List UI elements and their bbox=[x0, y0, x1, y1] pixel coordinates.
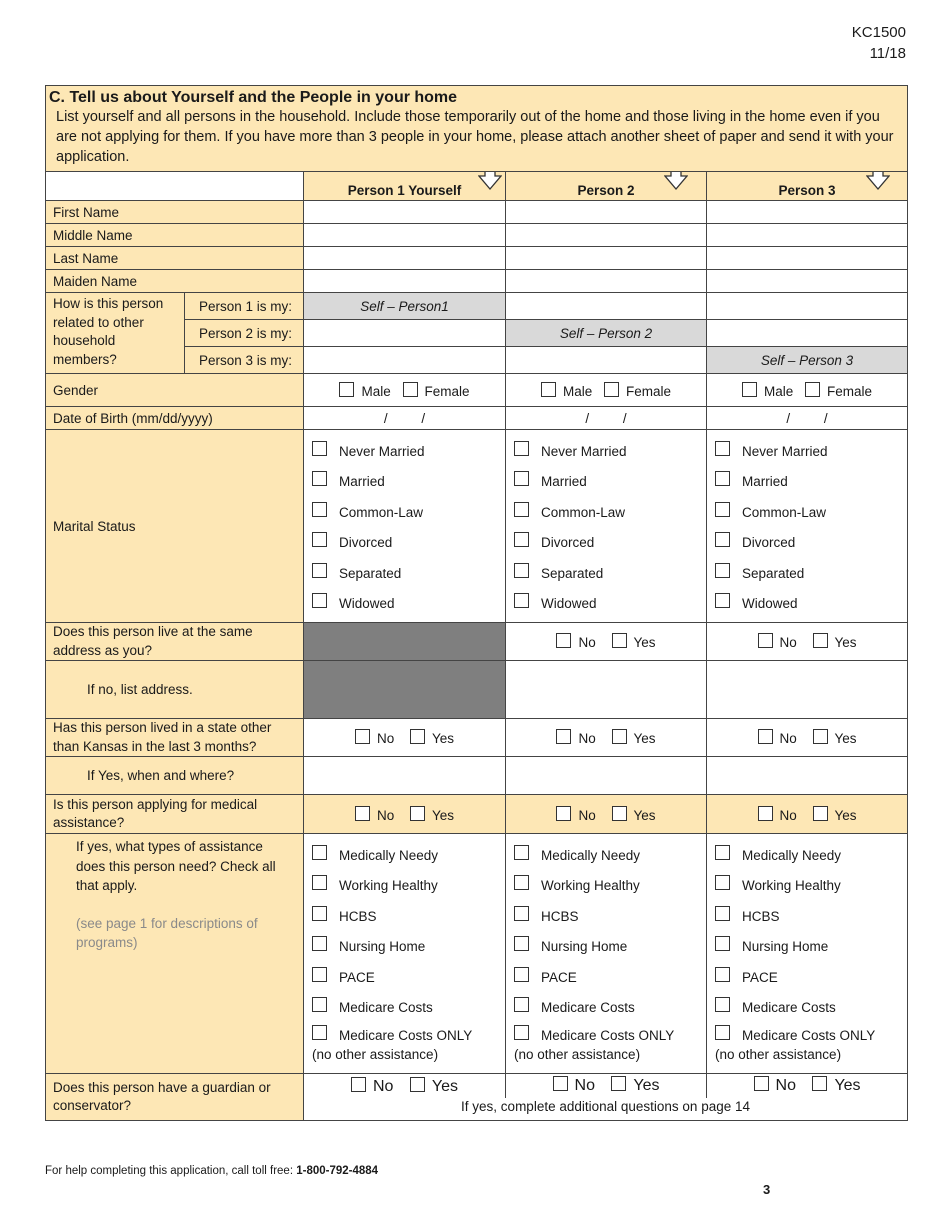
working-healthy-checkbox[interactable] bbox=[715, 875, 730, 890]
relation-person-3-to-person-1[interactable] bbox=[304, 347, 506, 374]
down-arrow-icon bbox=[664, 172, 688, 191]
other-state-person-3 bbox=[707, 719, 908, 757]
pace-label: PACE bbox=[541, 969, 577, 985]
no-label: No bbox=[578, 635, 596, 650]
female-checkbox[interactable] bbox=[403, 382, 418, 397]
last-name-person-1[interactable] bbox=[304, 247, 506, 270]
down-arrow-icon bbox=[866, 172, 890, 191]
male-checkbox[interactable] bbox=[339, 382, 354, 397]
label-marital-status: Marital Status bbox=[46, 430, 304, 623]
same-address-person-1-blocked bbox=[304, 623, 506, 661]
yes-checkbox[interactable] bbox=[813, 729, 828, 744]
dob-person-3[interactable]: / / bbox=[707, 407, 908, 430]
help-text: For help completing this application, call toll free: bbox=[45, 1165, 294, 1177]
yes-checkbox[interactable] bbox=[813, 806, 828, 821]
when-where-person-1[interactable] bbox=[304, 757, 506, 795]
label-when-where: If Yes, when and where? bbox=[46, 757, 304, 795]
middle-name-person-2[interactable] bbox=[506, 224, 707, 247]
medicare-costs-only-label: Medicare Costs ONLY bbox=[339, 1027, 473, 1043]
assistance-person-3 bbox=[707, 834, 908, 1074]
column-person-3-label: Person 3 bbox=[778, 182, 836, 198]
dob-person-2[interactable]: / / bbox=[506, 407, 707, 430]
pace-label: PACE bbox=[742, 969, 778, 985]
female-label: Female bbox=[827, 383, 873, 399]
yes-checkbox[interactable] bbox=[410, 806, 425, 821]
section-header bbox=[46, 86, 908, 172]
hcbs-checkbox[interactable] bbox=[514, 906, 529, 921]
marital-status-person-1 bbox=[304, 430, 506, 623]
column-person-2 bbox=[506, 172, 707, 201]
widowed-checkbox[interactable] bbox=[715, 593, 730, 608]
no-checkbox[interactable] bbox=[758, 729, 773, 744]
no-checkbox[interactable] bbox=[556, 806, 571, 821]
medicare-costs-checkbox[interactable] bbox=[312, 997, 327, 1012]
yes-label: Yes bbox=[834, 731, 857, 746]
pace-checkbox[interactable] bbox=[715, 967, 730, 982]
no-label: No bbox=[574, 1077, 595, 1094]
down-arrow-icon bbox=[478, 172, 502, 191]
yes-checkbox[interactable] bbox=[612, 729, 627, 744]
common-law-checkbox[interactable] bbox=[312, 502, 327, 517]
nursing-home-checkbox[interactable] bbox=[715, 936, 730, 951]
address-person-3[interactable] bbox=[707, 661, 908, 719]
relation-person-1-to-person-3[interactable] bbox=[707, 293, 908, 320]
nursing-home-checkbox[interactable] bbox=[312, 936, 327, 951]
no-label: No bbox=[779, 731, 797, 746]
no-checkbox[interactable] bbox=[754, 1076, 769, 1091]
yes-label: Yes bbox=[633, 635, 656, 650]
separated-label: Separated bbox=[742, 565, 805, 581]
label-person-2-is-my: Person 2 is my: bbox=[185, 320, 304, 347]
yes-label: Yes bbox=[834, 1077, 861, 1094]
relation-person-2-to-person-1[interactable] bbox=[304, 320, 506, 347]
never-married-label: Never Married bbox=[742, 443, 828, 459]
no-checkbox[interactable] bbox=[758, 633, 773, 648]
label-person-1-is-my: Person 1 is my: bbox=[185, 293, 304, 320]
form-code bbox=[852, 22, 906, 64]
working-healthy-label: Working Healthy bbox=[742, 878, 841, 894]
no-label: No bbox=[376, 731, 395, 746]
married-checkbox[interactable] bbox=[715, 471, 730, 486]
female-checkbox[interactable] bbox=[604, 382, 619, 397]
relation-self-person-1: Self – Person1 bbox=[304, 293, 506, 320]
common-law-label: Common-Law bbox=[339, 504, 424, 520]
yes-label: Yes bbox=[633, 807, 656, 823]
relation-self-person-2: Self – Person 2 bbox=[506, 320, 707, 347]
help-phone[interactable]: 1-800-792-4884 bbox=[296, 1165, 379, 1177]
no-label: No bbox=[775, 1077, 796, 1094]
no-label: No bbox=[578, 731, 596, 746]
medically-needy-label: Medically Needy bbox=[339, 847, 439, 863]
medicare-costs-only-note: (no other assistance) bbox=[312, 1047, 439, 1062]
working-healthy-label: Working Healthy bbox=[541, 878, 640, 894]
gender-person-3 bbox=[707, 374, 908, 407]
married-label: Married bbox=[541, 474, 587, 490]
yes-checkbox[interactable] bbox=[612, 633, 627, 648]
column-person-2-label: Person 2 bbox=[577, 182, 635, 198]
divorced-label: Divorced bbox=[541, 535, 595, 551]
label-last-name: Last Name bbox=[46, 247, 304, 270]
common-law-checkbox[interactable] bbox=[715, 502, 730, 517]
label-relationship-question: How is this person related to other household members? bbox=[46, 293, 185, 374]
married-label: Married bbox=[339, 474, 385, 490]
label-gender: Gender bbox=[46, 374, 304, 407]
no-checkbox[interactable] bbox=[556, 729, 571, 744]
hcbs-label: HCBS bbox=[339, 908, 377, 924]
label-date-of-birth: Date of Birth (mm/dd/yyyy) bbox=[46, 407, 304, 430]
label-other-state: Has this person lived in a state other than Kansas in the last 3 months? bbox=[46, 719, 304, 757]
female-label: Female bbox=[424, 383, 470, 399]
form-date: 11/18 bbox=[869, 45, 906, 62]
never-married-label: Never Married bbox=[541, 443, 627, 459]
medicare-costs-only-note: (no other assistance) bbox=[715, 1047, 842, 1062]
label-maiden-name: Maiden Name bbox=[46, 270, 304, 293]
widowed-label: Widowed bbox=[742, 596, 798, 612]
assistance-note: (see page 1 for descriptions of programs) bbox=[76, 915, 258, 950]
gender-person-1 bbox=[304, 374, 506, 407]
relation-person-1-to-person-2[interactable] bbox=[506, 293, 707, 320]
guardian-note: If yes, complete additional questions on page 14 bbox=[461, 1099, 750, 1114]
working-healthy-label: Working Healthy bbox=[339, 878, 438, 894]
form-number: KC1500 bbox=[851, 24, 906, 41]
yes-checkbox[interactable] bbox=[611, 1076, 626, 1091]
gender-person-2 bbox=[506, 374, 707, 407]
medically-needy-label: Medically Needy bbox=[742, 847, 842, 863]
nursing-home-label: Nursing Home bbox=[541, 939, 628, 955]
never-married-checkbox[interactable] bbox=[312, 441, 327, 456]
pace-label: PACE bbox=[339, 969, 375, 985]
male-checkbox[interactable] bbox=[541, 382, 556, 397]
hcbs-label: HCBS bbox=[742, 908, 780, 924]
label-same-address: Does this person live at the same address as you? bbox=[46, 623, 304, 661]
same-address-person-2 bbox=[506, 623, 707, 661]
working-healthy-checkbox[interactable] bbox=[514, 875, 529, 890]
nursing-home-label: Nursing Home bbox=[339, 939, 426, 955]
divorced-checkbox[interactable] bbox=[312, 532, 327, 547]
never-married-label: Never Married bbox=[339, 443, 425, 459]
last-name-person-2[interactable] bbox=[506, 247, 707, 270]
medicare-costs-only-label: Medicare Costs ONLY bbox=[541, 1027, 675, 1043]
first-name-person-2[interactable] bbox=[506, 201, 707, 224]
maiden-name-person-3[interactable] bbox=[707, 270, 908, 293]
assistance-question: If yes, what types of assistance does this person need? Check all that apply. bbox=[76, 839, 276, 893]
no-checkbox[interactable] bbox=[556, 633, 571, 648]
yes-label: Yes bbox=[431, 1077, 459, 1095]
section-title: C. Tell us about Yourself and the People in your home bbox=[49, 89, 458, 106]
medicare-costs-only-checkbox[interactable] bbox=[715, 1025, 730, 1040]
no-checkbox[interactable] bbox=[355, 729, 370, 744]
divorced-checkbox[interactable] bbox=[514, 532, 529, 547]
medically-needy-checkbox[interactable] bbox=[715, 845, 730, 860]
yes-label: Yes bbox=[633, 731, 656, 746]
medically-needy-checkbox[interactable] bbox=[514, 845, 529, 860]
header-blank bbox=[46, 172, 304, 201]
yes-checkbox[interactable] bbox=[813, 633, 828, 648]
yes-label: Yes bbox=[834, 635, 857, 650]
separated-label: Separated bbox=[541, 565, 604, 581]
label-first-name: First Name bbox=[46, 201, 304, 224]
never-married-checkbox[interactable] bbox=[715, 441, 730, 456]
page-number: 3 bbox=[763, 1182, 771, 1197]
separated-checkbox[interactable] bbox=[514, 563, 529, 578]
no-label: No bbox=[373, 1077, 394, 1095]
yes-label: Yes bbox=[432, 731, 455, 746]
marital-status-person-2 bbox=[506, 430, 707, 623]
label-applying: Is this person applying for medical assistance? bbox=[46, 795, 304, 834]
footer-help bbox=[45, 1165, 378, 1177]
never-married-checkbox[interactable] bbox=[514, 441, 529, 456]
nursing-home-label: Nursing Home bbox=[742, 939, 829, 955]
other-state-person-1 bbox=[304, 719, 506, 757]
label-list-address: If no, list address. bbox=[46, 661, 304, 719]
first-name-person-3[interactable] bbox=[707, 201, 908, 224]
hcbs-label: HCBS bbox=[541, 908, 579, 924]
female-label: Female bbox=[626, 383, 672, 399]
no-label: No bbox=[578, 807, 596, 823]
medicare-costs-only-note: (no other assistance) bbox=[514, 1047, 641, 1062]
nursing-home-checkbox[interactable] bbox=[514, 936, 529, 951]
divorced-label: Divorced bbox=[339, 535, 393, 551]
medicare-costs-only-label: Medicare Costs ONLY bbox=[742, 1027, 876, 1043]
medicare-costs-checkbox[interactable] bbox=[715, 997, 730, 1012]
column-person-3 bbox=[707, 172, 908, 201]
guardian-person-3 bbox=[706, 1074, 907, 1098]
label-guardian: Does this person have a guardian or conservator? bbox=[46, 1074, 304, 1121]
first-name-person-1[interactable] bbox=[304, 201, 506, 224]
middle-name-person-1[interactable] bbox=[304, 224, 506, 247]
no-label: No bbox=[779, 807, 797, 823]
married-label: Married bbox=[742, 474, 788, 490]
assistance-person-1 bbox=[304, 834, 506, 1074]
yes-checkbox[interactable] bbox=[410, 1077, 425, 1092]
hcbs-checkbox[interactable] bbox=[312, 906, 327, 921]
relation-self-person-3: Self – Person 3 bbox=[707, 347, 908, 374]
no-label: No bbox=[779, 635, 797, 650]
common-law-checkbox[interactable] bbox=[514, 502, 529, 517]
yes-checkbox[interactable] bbox=[410, 729, 425, 744]
relation-person-2-to-person-3[interactable] bbox=[707, 320, 908, 347]
column-person-1 bbox=[304, 172, 506, 201]
section-instructions: List yourself and all persons in the household. Include those temporarily out of the home and those living in the home even if you are not applying for them. If you have more than 3 people in your home, please attach another sheet of paper and send it with your application. bbox=[56, 109, 894, 165]
medicare-costs-label: Medicare Costs bbox=[742, 1000, 836, 1016]
married-checkbox[interactable] bbox=[514, 471, 529, 486]
yes-checkbox[interactable] bbox=[812, 1076, 827, 1091]
yes-label: Yes bbox=[633, 1077, 660, 1094]
common-law-label: Common-Law bbox=[541, 504, 626, 520]
divorced-label: Divorced bbox=[742, 535, 796, 551]
medically-needy-label: Medically Needy bbox=[541, 847, 641, 863]
male-label: Male bbox=[562, 383, 593, 399]
applying-person-1 bbox=[304, 795, 506, 834]
label-middle-name: Middle Name bbox=[46, 224, 304, 247]
widowed-checkbox[interactable] bbox=[514, 593, 529, 608]
medicare-costs-label: Medicare Costs bbox=[339, 1000, 433, 1016]
male-label: Male bbox=[764, 383, 794, 399]
yes-label: Yes bbox=[432, 807, 455, 823]
middle-name-person-3[interactable] bbox=[707, 224, 908, 247]
dob-person-1[interactable]: / / bbox=[304, 407, 506, 430]
male-checkbox[interactable] bbox=[742, 382, 757, 397]
hcbs-checkbox[interactable] bbox=[715, 906, 730, 921]
guardian-answers bbox=[304, 1074, 908, 1121]
medicare-costs-checkbox[interactable] bbox=[514, 997, 529, 1012]
divorced-checkbox[interactable] bbox=[715, 532, 730, 547]
maiden-name-person-1[interactable] bbox=[304, 270, 506, 293]
other-state-person-2 bbox=[506, 719, 707, 757]
medicare-costs-only-checkbox[interactable] bbox=[312, 1025, 327, 1040]
medicare-costs-only-checkbox[interactable] bbox=[514, 1025, 529, 1040]
relation-person-3-to-person-2[interactable] bbox=[506, 347, 707, 374]
no-checkbox[interactable] bbox=[355, 806, 370, 821]
label-assistance-types bbox=[46, 834, 304, 1074]
last-name-person-3[interactable] bbox=[707, 247, 908, 270]
medicare-costs-label: Medicare Costs bbox=[541, 1000, 635, 1016]
separated-label: Separated bbox=[339, 565, 402, 581]
label-person-3-is-my: Person 3 is my: bbox=[185, 347, 304, 374]
male-label: Male bbox=[361, 383, 391, 399]
pace-checkbox[interactable] bbox=[312, 967, 327, 982]
address-person-1-blocked bbox=[304, 661, 506, 719]
yes-label: Yes bbox=[834, 807, 857, 823]
separated-checkbox[interactable] bbox=[715, 563, 730, 578]
when-where-person-2[interactable] bbox=[506, 757, 707, 795]
pace-checkbox[interactable] bbox=[514, 967, 529, 982]
no-checkbox[interactable] bbox=[351, 1077, 366, 1092]
applying-person-2 bbox=[506, 795, 707, 834]
assistance-person-2 bbox=[506, 834, 707, 1074]
separated-checkbox[interactable] bbox=[312, 563, 327, 578]
guardian-person-2 bbox=[505, 1074, 706, 1098]
widowed-label: Widowed bbox=[541, 596, 597, 612]
widowed-label: Widowed bbox=[339, 596, 395, 612]
when-where-person-3[interactable] bbox=[707, 757, 908, 795]
married-checkbox[interactable] bbox=[312, 471, 327, 486]
no-label: No bbox=[376, 807, 395, 823]
applying-person-3 bbox=[707, 795, 908, 834]
female-checkbox[interactable] bbox=[805, 382, 820, 397]
column-person-1-label: Person 1 Yourself bbox=[347, 182, 462, 198]
common-law-label: Common-Law bbox=[742, 504, 827, 520]
medically-needy-checkbox[interactable] bbox=[312, 845, 327, 860]
marital-status-person-3 bbox=[707, 430, 908, 623]
widowed-checkbox[interactable] bbox=[312, 593, 327, 608]
yes-checkbox[interactable] bbox=[612, 806, 627, 821]
maiden-name-person-2[interactable] bbox=[506, 270, 707, 293]
no-checkbox[interactable] bbox=[758, 806, 773, 821]
household-members-table bbox=[45, 85, 908, 1121]
no-checkbox[interactable] bbox=[553, 1076, 568, 1091]
working-healthy-checkbox[interactable] bbox=[312, 875, 327, 890]
address-person-2[interactable] bbox=[506, 661, 707, 719]
guardian-person-1 bbox=[304, 1077, 505, 1096]
same-address-person-3 bbox=[707, 623, 908, 661]
